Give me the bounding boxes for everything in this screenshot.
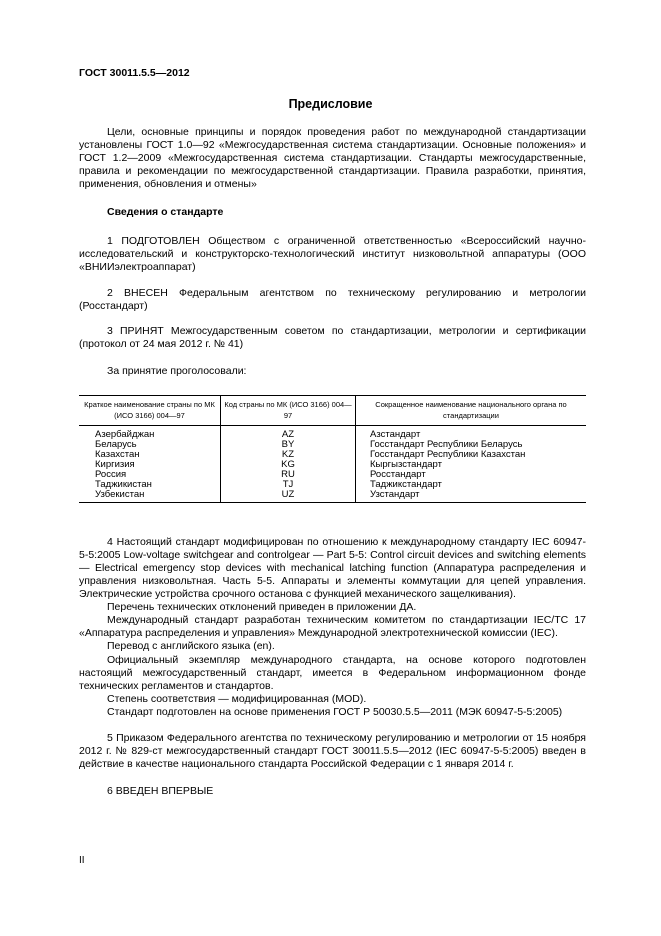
item-4-deviations: Перечень технических отклонений приведен в приложении ДА. — [107, 601, 417, 613]
table-cell-country: Таджикистан — [95, 479, 152, 490]
table-cell-code: BY — [221, 440, 356, 450]
intro-paragraph: Цели, основные принципы и порядок проведения работ по международной стандартизации установлены ГОСТ 1.0—92 «Межгосударственная система стандартизации. Основные положения» и ГОСТ 1.2—2009 «Межгосударственная система стандартизации. Стандарты межгосударственные, правила и рекомендации по межгосударственной стандартизации. Правила разработки, принятия, применения, обновления и отмены» — [79, 126, 586, 190]
table-cell-country: Беларусь — [95, 439, 137, 450]
table-cell-country: Азербайджан — [95, 429, 155, 440]
item-3-adopted: 3 ПРИНЯТ Межгосударственным советом по стандартизации, метрологии и сертификации (протокол от 24 мая 2012 г. № 41) — [79, 325, 586, 350]
item-6-introduced-first: 6 ВВЕДЕН ВПЕРВЫЕ — [107, 785, 214, 797]
table-cell-body: Кыргызстандарт — [356, 460, 587, 470]
table-cell-code: KG — [221, 460, 356, 470]
page-number: II — [79, 855, 85, 866]
item-4-basis: Стандарт подготовлен на основе применения ГОСТ Р 50030.5.5—2011 (МЭК 60947-5-5:2005) — [107, 706, 563, 718]
table-cell-country: Казахстан — [95, 449, 140, 460]
table-cell-code: RU — [221, 470, 356, 480]
voted-label: За принятие проголосовали: — [107, 365, 247, 377]
table-cell-body: Азстандарт — [356, 426, 587, 441]
table-cell-body: Госстандарт Республики Казахстан — [356, 450, 587, 460]
table-row — [79, 450, 586, 460]
table-cell-body: Росстандарт — [356, 470, 587, 480]
table-cell-body: Узстандарт — [356, 490, 587, 503]
table-cell-code: AZ — [221, 426, 356, 441]
table-row — [79, 426, 586, 441]
table-cell-country: Узбекистан — [95, 489, 145, 500]
table-header-row — [79, 396, 586, 426]
table-cell-body: Госстандарт Республики Беларусь — [356, 440, 587, 450]
table-cell-code: UZ — [221, 490, 356, 503]
table-row — [79, 460, 586, 470]
item-4-degree: Степень соответствия — модифицированная (MOD). — [107, 693, 367, 705]
voting-table — [79, 395, 586, 503]
table-cell-code: KZ — [221, 450, 356, 460]
item-4-official-copy: Официальный экземпляр международного стандарта, на основе которого подготовлен настоящий межгосударственный стандарт, имеется в Федеральном информационном фонде технических регламентов и стандартов. — [79, 654, 586, 692]
column-header-body: Сокращенное наименование национального органа по стандартизации — [356, 396, 587, 426]
section-subtitle: Сведения о стандарте — [107, 206, 224, 218]
table-row — [79, 480, 586, 490]
item-4-modified: 4 Настоящий стандарт модифицирован по отношению к международному стандарту IEC 60947-5-5:2005 Low-voltage switchgear and controlgear — Part 5-5: Control circuit devices and switching elements — Electrical emergency stop devices with mechanical latching function (Аппаратура распределения и управления низковольтная. Часть 5-5. Аппараты и элементы коммутации для цепей управления. Электрические устройства срочного останова с функцией механического защелкивания). — [79, 536, 586, 600]
item-4-developed-by: Международный стандарт разработан техническим комитетом по стандартизации IEC/TC 17 «Аппаратура распределения и управления» Международной электротехнической комиссии (IEC). — [79, 614, 586, 639]
table-row — [79, 470, 586, 480]
table-cell-country: Россия — [95, 469, 127, 480]
column-header-code: Код страны по МК (ИСО 3166) 004—97 — [221, 396, 356, 426]
document-id-header: ГОСТ 30011.5.5—2012 — [79, 67, 190, 79]
page-title: Предисловие — [288, 97, 373, 111]
item-2-introduced: 2 ВНЕСЕН Федеральным агентством по техническому регулированию и метрологии (Росстандарт) — [79, 287, 586, 312]
table-cell-body: Таджикстандарт — [356, 480, 587, 490]
table-row — [79, 490, 586, 503]
table-cell-code: TJ — [221, 480, 356, 490]
table-cell-country: Киргизия — [95, 459, 135, 470]
item-5-order: 5 Приказом Федерального агентства по техническому регулированию и метрологии от 15 ноября 2012 г. № 829-ст межгосударственный стандарт ГОСТ 30011.5.5—2012 (IEC 60947-5-5:2005) введен в действие в качестве национального стандарта Российской Федерации с 1 января 2014 г. — [79, 732, 586, 770]
item-4-translation: Перевод с английского языка (en). — [107, 640, 275, 652]
item-1-prepared: 1 ПОДГОТОВЛЕН Обществом с ограниченной ответственностью «Всероссийский научно-исследовательский и конструкторско-технологический институт низковольтной аппаратуры (ООО «ВНИИэлектроаппарат) — [79, 235, 586, 273]
column-header-country: Краткое наименование страны по МК (ИСО 3166) 004—97 — [79, 396, 221, 426]
